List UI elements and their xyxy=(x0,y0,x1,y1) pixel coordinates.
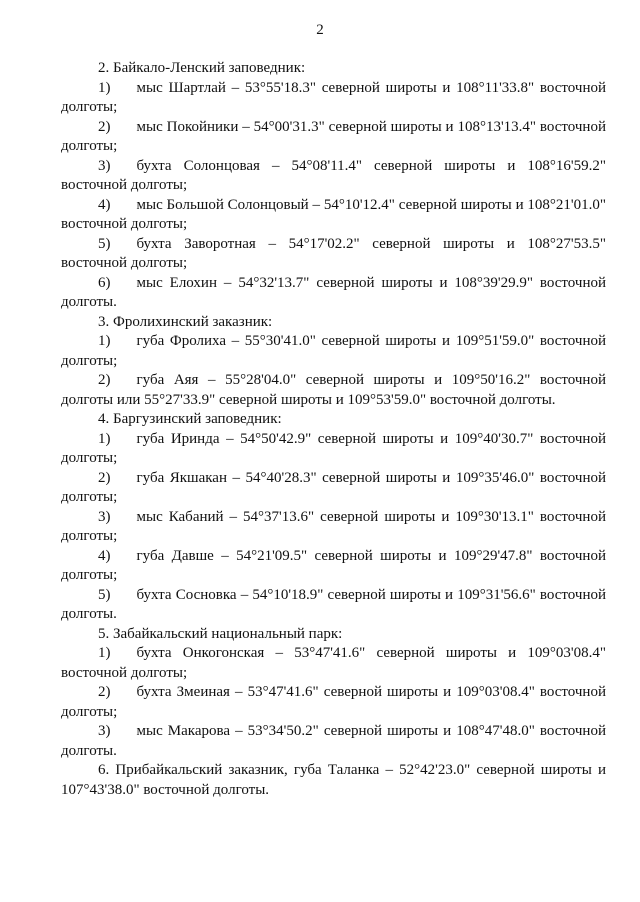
item-text-continuation: долготы. xyxy=(61,742,117,759)
item-number: 2) xyxy=(98,118,111,135)
item-text: губа Якшакан – 54°40'28.3" северной широты и 109°35'46.0" восточной xyxy=(136,469,606,486)
item-text-continuation: долготы или 55°27'33.9" северной широты и 109°53'59.0" восточной долготы. xyxy=(61,391,556,408)
item-text-continuation: долготы. xyxy=(61,294,117,310)
section-baikal-lena xyxy=(61,59,606,313)
item-number: 2) xyxy=(98,372,111,388)
section-frolikha xyxy=(61,313,606,411)
item-number: 1) xyxy=(98,430,111,447)
section-heading: 3. Фролихинский заказник: xyxy=(98,313,273,330)
item-text-continuation: восточной долготы; xyxy=(61,255,188,271)
list-item xyxy=(61,586,606,625)
section-barguzin xyxy=(61,410,606,625)
list-item xyxy=(61,79,606,118)
item-number: 3) xyxy=(98,157,111,174)
item-text: мыс Елохин – 54°32'13.7" северной широты и 108°39'29.9" восточной xyxy=(136,274,606,291)
section-zabaikalsky xyxy=(61,625,606,762)
list-item xyxy=(61,332,606,371)
item-text: бухта Заворотная – 54°17'02.2" северной широты и 108°27'53.5" xyxy=(136,235,606,252)
item-text: губа Иринда – 54°50'42.9" северной широты и 109°40'30.7" восточной xyxy=(136,430,606,447)
item-number: 1) xyxy=(98,333,111,349)
item-text-continuation: восточной долготы; xyxy=(61,216,188,232)
item-number: 5) xyxy=(98,235,111,252)
item-text-continuation: восточной долготы; xyxy=(61,664,188,681)
item-text: губа Аяя – 55°28'04.0" северной широты и 109°50'16.2" восточной xyxy=(136,372,606,388)
item-number: 4) xyxy=(98,547,111,564)
item-text: бухта Змеиная – 53°47'41.6" северной широты и 109°03'08.4" восточной xyxy=(136,684,606,700)
item-number: 2) xyxy=(98,469,111,486)
list-item xyxy=(61,469,606,508)
item-text-continuation: долготы; xyxy=(61,567,118,583)
list-item xyxy=(61,644,606,683)
item-text-continuation: долготы; xyxy=(61,489,118,505)
item-text-continuation: восточной долготы; xyxy=(61,177,188,193)
item-number: 5) xyxy=(98,586,111,603)
item-text: бухта Сосновка – 54°10'18.9" северной широты и 109°31'56.6" восточной xyxy=(136,586,606,603)
item-number: 2) xyxy=(98,684,111,700)
item-number: 6) xyxy=(98,274,111,291)
item-text: губа Фролиха – 55°30'41.0" северной широты и 109°51'59.0" восточной xyxy=(136,333,606,349)
list-item xyxy=(61,547,606,586)
document-body xyxy=(61,59,606,800)
item-text: бухта Онкогонская – 53°47'41.6" северной широты и 109°03'08.4" xyxy=(136,645,606,661)
section-heading: 4. Баргузинский заповедник: xyxy=(98,411,282,427)
item-text: мыс Покойники – 54°00'31.3" северной широты и 108°13'13.4" восточной xyxy=(136,118,606,135)
item-number: 3) xyxy=(98,508,111,525)
list-item xyxy=(61,722,606,761)
final-paragraph: 6. Прибайкальский заказник, губа Таланка – 52°42'23.0" северной широты и 107°43'38.0" восточной долготы. xyxy=(61,762,606,798)
list-item xyxy=(61,371,606,410)
list-item xyxy=(61,235,606,274)
item-text-continuation: долготы. xyxy=(61,606,117,622)
item-text-continuation: долготы; xyxy=(61,138,118,154)
item-text: бухта Солонцовая – 54°08'11.4" северной широты и 108°16'59.2" xyxy=(136,157,606,174)
list-item xyxy=(61,118,606,157)
item-number: 1) xyxy=(98,645,111,661)
list-item xyxy=(61,196,606,235)
item-text: мыс Макарова – 53°34'50.2" северной широты и 108°47'48.0" восточной xyxy=(136,723,606,739)
item-text-continuation: долготы; xyxy=(61,450,118,466)
item-text-continuation: долготы; xyxy=(61,528,118,544)
section-heading: 5. Забайкальский национальный парк: xyxy=(98,625,343,642)
item-text: мыс Кабаний – 54°37'13.6" северной широты и 109°30'13.1" восточной xyxy=(136,508,606,525)
list-item xyxy=(61,430,606,469)
item-number: 3) xyxy=(98,723,111,739)
page-number: 2 xyxy=(316,22,324,38)
item-text-continuation: долготы; xyxy=(61,99,118,115)
list-item xyxy=(61,157,606,196)
item-number: 4) xyxy=(98,196,111,213)
item-text: мыс Большой Солонцовый – 54°10'12.4" северной широты и 108°21'01.0" xyxy=(136,196,606,213)
list-item xyxy=(61,508,606,547)
section-heading: 2. Байкало-Ленский заповедник: xyxy=(98,60,306,76)
item-number: 1) xyxy=(98,79,111,96)
item-text: губа Давше – 54°21'09.5" северной широты и 109°29'47.8" восточной xyxy=(136,547,606,564)
item-text-continuation: долготы; xyxy=(61,352,118,369)
item-text-continuation: долготы; xyxy=(61,703,118,720)
list-item xyxy=(61,274,606,313)
list-item xyxy=(61,683,606,722)
item-text: мыс Шартлай – 53°55'18.3" северной широты и 108°11'33.8" восточной xyxy=(136,79,606,96)
